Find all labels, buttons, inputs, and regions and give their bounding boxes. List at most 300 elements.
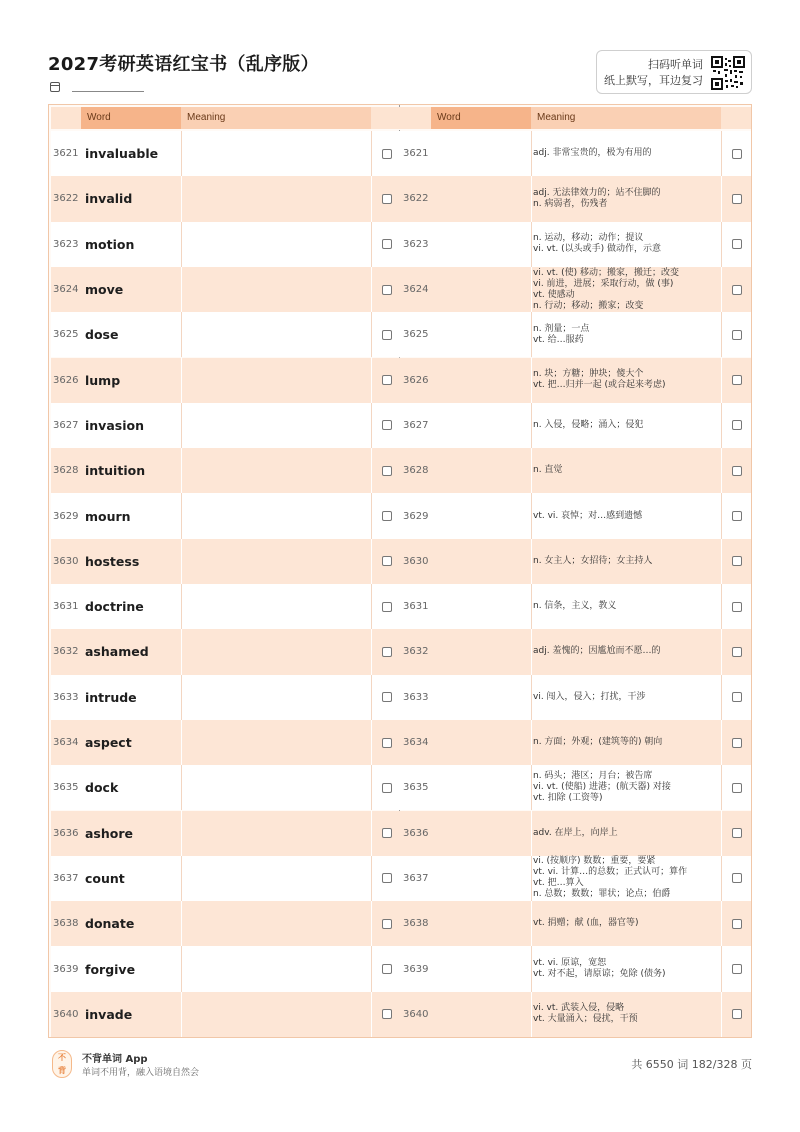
meaning-cell: adj. 羞愧的；因尴尬而不愿…的 — [533, 646, 661, 657]
row-checkbox[interactable] — [732, 511, 742, 521]
column-separator — [181, 267, 182, 312]
column-separator — [531, 312, 532, 357]
row-checkbox[interactable] — [732, 239, 742, 249]
checkbox-cell — [375, 992, 399, 1037]
column-separator — [181, 176, 182, 221]
word-cell: count — [85, 870, 125, 886]
word-blank-cell — [435, 267, 531, 312]
word-table — [48, 104, 752, 1038]
table-row — [401, 131, 751, 176]
row-checkbox[interactable] — [382, 692, 392, 702]
column-separator — [531, 403, 532, 448]
column-separator — [531, 629, 532, 674]
column-separator — [181, 946, 182, 991]
table-row — [401, 448, 751, 493]
meaning-blank-cell — [183, 946, 369, 991]
column-separator — [371, 222, 372, 267]
row-checkbox[interactable] — [382, 738, 392, 748]
table-row — [401, 222, 751, 267]
column-separator — [721, 493, 722, 538]
word-blank-cell — [435, 629, 531, 674]
meaning-cell: vi. vt. (使) 移动；搬家，搬迁；改变 vi. 前进，进展；采取行动，做 (事) vt. 使感动 n. 行动；移动；搬家；改变 — [533, 267, 680, 311]
table-row — [51, 222, 401, 267]
column-separator — [721, 992, 722, 1037]
table-row — [51, 811, 401, 856]
meaning-blank-cell — [183, 765, 369, 810]
column-separator — [371, 267, 372, 312]
checkbox-cell — [725, 856, 749, 901]
column-separator — [721, 901, 722, 946]
word-blank-cell — [435, 992, 531, 1037]
word-cell: forgive — [85, 961, 136, 977]
column-separator — [371, 811, 372, 856]
row-number: 3629 — [403, 510, 429, 522]
row-number: 3637 — [53, 872, 79, 884]
row-number: 3632 — [403, 646, 429, 658]
checkbox-cell — [375, 901, 399, 946]
row-checkbox[interactable] — [382, 1009, 392, 1019]
row-checkbox[interactable] — [732, 919, 742, 929]
row-checkbox[interactable] — [732, 783, 742, 793]
row-checkbox[interactable] — [382, 919, 392, 929]
column-separator — [531, 539, 532, 584]
word-cell: intuition — [85, 463, 146, 479]
checkbox-cell — [375, 584, 399, 629]
row-checkbox[interactable] — [732, 964, 742, 974]
app-logo-icon — [52, 1050, 72, 1078]
checkbox-cell — [725, 765, 749, 810]
checkbox-cell — [375, 358, 399, 403]
header-word: Word — [431, 107, 531, 129]
column-separator — [531, 675, 532, 720]
column-separator — [721, 584, 722, 629]
row-checkbox[interactable] — [382, 511, 392, 521]
row-number: 3640 — [53, 1008, 79, 1020]
row-number: 3631 — [53, 601, 79, 613]
qr-code-icon[interactable] — [711, 56, 745, 90]
table-row — [401, 901, 751, 946]
column-separator — [181, 720, 182, 765]
column-separator — [531, 946, 532, 991]
meaning-cell: n. 运动，移动；动作；提议 vi. vt. (以头或手) 做动作，示意 — [533, 233, 662, 255]
meaning-blank-cell — [183, 176, 369, 221]
table-row — [51, 131, 401, 176]
row-number: 3639 — [403, 963, 429, 975]
meaning-cell: vi. (按顺序) 数数；重要，要紧 vt. vi. 计算…的总数；正式认可；算作 vt. 把…算入 n. 总数；数数；罪状；论点；伯爵 — [533, 856, 688, 900]
row-checkbox[interactable] — [732, 556, 742, 566]
page-title: 2027考研英语红宝书（乱序版） — [48, 54, 319, 75]
column-separator — [721, 176, 722, 221]
table-row — [51, 312, 401, 357]
meaning-blank-cell — [183, 358, 369, 403]
word-blank-cell — [435, 584, 531, 629]
table-row — [401, 358, 751, 403]
meaning-blank-cell — [183, 403, 369, 448]
column-separator — [721, 765, 722, 810]
meaning-cell: n. 女主人；女招待；女主持人 — [533, 555, 653, 566]
checkbox-cell — [375, 312, 399, 357]
checkbox-cell — [725, 946, 749, 991]
qr-caption-line1: 扫码听单词 — [648, 58, 703, 71]
column-separator — [721, 856, 722, 901]
word-cell: invasion — [85, 417, 144, 433]
column-separator — [371, 448, 372, 493]
meaning-blank-cell — [183, 267, 369, 312]
table-row — [51, 584, 401, 629]
table-row — [401, 267, 751, 312]
column-separator — [531, 811, 532, 856]
meaning-cell: n. 码头；港区；月台；被告席 vi. vt. (使船) 进港；(航天器) 对接 vt. 扣除 (工资等) — [533, 771, 671, 804]
row-number: 3624 — [53, 284, 79, 296]
meaning-cell: adj. 无法律效力的；站不住脚的 n. 病弱者，伤残者 — [533, 187, 661, 209]
logo-char-bottom: 背 — [58, 1066, 66, 1075]
checkbox-cell — [725, 312, 749, 357]
column-separator — [721, 312, 722, 357]
meaning-blank-cell — [183, 493, 369, 538]
row-number: 3623 — [403, 238, 429, 250]
column-separator — [531, 222, 532, 267]
qr-caption — [604, 57, 703, 89]
row-checkbox[interactable] — [382, 375, 392, 385]
page-footer — [48, 1046, 752, 1082]
row-checkbox[interactable] — [382, 647, 392, 657]
column-separator — [721, 675, 722, 720]
column-separator — [181, 675, 182, 720]
checkbox-cell — [375, 539, 399, 584]
table-row — [401, 629, 751, 674]
row-checkbox[interactable] — [732, 466, 742, 476]
meaning-blank-cell — [183, 811, 369, 856]
meaning-cell: vi. vt. 武装入侵，侵略 vt. 大量涌入；侵扰，干预 — [533, 1003, 638, 1025]
word-blank-cell — [435, 811, 531, 856]
table-row — [51, 992, 401, 1037]
table-row — [401, 539, 751, 584]
column-separator — [531, 720, 532, 765]
row-checkbox[interactable] — [382, 873, 392, 883]
column-separator — [531, 176, 532, 221]
right-half-meaning-column — [401, 105, 751, 1037]
word-cell: ashore — [85, 825, 134, 841]
column-separator — [371, 358, 372, 403]
meaning-blank-cell — [183, 539, 369, 584]
row-number: 3621 — [53, 148, 79, 160]
column-separator — [181, 856, 182, 901]
word-cell: ashamed — [85, 644, 149, 660]
table-row — [51, 720, 401, 765]
row-checkbox[interactable] — [732, 647, 742, 657]
column-separator — [371, 403, 372, 448]
meaning-blank-cell — [183, 629, 369, 674]
row-number: 3622 — [403, 193, 429, 205]
table-row — [51, 448, 401, 493]
meaning-blank-cell — [183, 675, 369, 720]
checkbox-cell — [375, 493, 399, 538]
column-separator — [371, 584, 372, 629]
column-separator — [371, 856, 372, 901]
table-row — [401, 992, 751, 1037]
qr-panel[interactable] — [596, 50, 752, 94]
column-separator — [371, 946, 372, 991]
meaning-blank-cell — [183, 448, 369, 493]
row-number: 3623 — [53, 238, 79, 250]
row-checkbox[interactable] — [732, 873, 742, 883]
row-checkbox[interactable] — [732, 285, 742, 295]
column-separator — [531, 901, 532, 946]
word-cell: mourn — [85, 508, 131, 524]
row-checkbox[interactable] — [382, 194, 392, 204]
row-checkbox[interactable] — [382, 420, 392, 430]
checkbox-cell — [375, 222, 399, 267]
column-separator — [721, 222, 722, 267]
column-separator — [371, 176, 372, 221]
row-number: 3626 — [53, 374, 79, 386]
column-separator — [531, 992, 532, 1037]
word-cell: invade — [85, 1006, 133, 1022]
checkbox-cell — [375, 176, 399, 221]
header-meaning: Meaning — [531, 107, 721, 129]
word-blank-cell — [435, 312, 531, 357]
word-cell: lump — [85, 372, 121, 388]
row-number: 3621 — [403, 148, 429, 160]
column-separator — [721, 629, 722, 674]
row-checkbox[interactable] — [382, 828, 392, 838]
column-separator — [181, 403, 182, 448]
table-row — [401, 176, 751, 221]
word-cell: motion — [85, 236, 135, 252]
word-blank-cell — [435, 901, 531, 946]
row-checkbox[interactable] — [732, 194, 742, 204]
word-blank-cell — [435, 222, 531, 267]
row-number: 3629 — [53, 510, 79, 522]
meaning-blank-cell — [183, 222, 369, 267]
row-checkbox[interactable] — [382, 556, 392, 566]
meaning-cell: vt. vi. 哀悼；对…感到遗憾 — [533, 510, 643, 521]
checkbox-cell — [725, 992, 749, 1037]
meaning-cell: vt. 捐赠；献 (血，器官等) — [533, 918, 639, 929]
meaning-cell: vt. vi. 原谅，宽恕 vt. 对不起，请原谅；免除 (债务) — [533, 958, 666, 980]
column-separator — [531, 856, 532, 901]
row-checkbox[interactable] — [732, 330, 742, 340]
row-number: 3635 — [53, 782, 79, 794]
column-separator — [371, 992, 372, 1037]
row-checkbox[interactable] — [732, 828, 742, 838]
checkbox-cell — [725, 629, 749, 674]
meaning-cell: n. 块；方糖；肿块；傻大个 vt. 把…归并一起 (或合起来考虑) — [533, 369, 666, 391]
checkbox-cell — [725, 131, 749, 176]
table-row — [401, 856, 751, 901]
row-checkbox[interactable] — [382, 602, 392, 612]
word-cell: dose — [85, 327, 119, 343]
word-blank-cell — [435, 539, 531, 584]
meaning-blank-cell — [183, 312, 369, 357]
column-separator — [181, 222, 182, 267]
word-blank-cell — [435, 403, 531, 448]
row-checkbox[interactable] — [732, 692, 742, 702]
meaning-blank-cell — [183, 901, 369, 946]
meaning-cell: n. 入侵，侵略；涌入；侵犯 — [533, 419, 644, 430]
column-separator — [371, 720, 372, 765]
checkbox-cell — [725, 901, 749, 946]
header-meaning: Meaning — [181, 107, 371, 129]
meaning-cell: n. 剂量；一点 vt. 给…服药 — [533, 323, 590, 345]
page-header — [48, 48, 752, 98]
column-separator — [721, 403, 722, 448]
word-blank-cell — [435, 131, 531, 176]
table-row — [401, 403, 751, 448]
word-cell: invaluable — [85, 146, 159, 162]
row-checkbox[interactable] — [382, 466, 392, 476]
row-number: 3627 — [403, 419, 429, 431]
word-cell: aspect — [85, 735, 132, 751]
row-number: 3636 — [53, 827, 79, 839]
row-checkbox[interactable] — [382, 964, 392, 974]
date-blank-line — [72, 91, 144, 92]
column-separator — [531, 765, 532, 810]
table-header-right — [401, 107, 751, 129]
checkbox-cell — [375, 765, 399, 810]
row-number: 3632 — [53, 646, 79, 658]
column-separator — [181, 901, 182, 946]
meaning-cell: n. 直觉 — [533, 465, 563, 476]
column-separator — [371, 765, 372, 810]
column-separator — [181, 493, 182, 538]
word-cell: hostess — [85, 553, 140, 569]
column-separator — [721, 539, 722, 584]
date-row — [50, 80, 144, 94]
header-check-cell — [721, 107, 751, 129]
row-checkbox[interactable] — [382, 239, 392, 249]
checkbox-cell — [375, 448, 399, 493]
word-blank-cell — [435, 358, 531, 403]
table-row — [401, 946, 751, 991]
meaning-cell: adv. 在岸上，向岸上 — [533, 827, 618, 838]
column-separator — [371, 901, 372, 946]
checkbox-cell — [725, 493, 749, 538]
table-row — [51, 675, 401, 720]
checkbox-cell — [375, 856, 399, 901]
row-checkbox[interactable] — [732, 149, 742, 159]
checkbox-cell — [725, 403, 749, 448]
word-cell: intrude — [85, 689, 137, 705]
column-separator — [181, 584, 182, 629]
column-separator — [181, 992, 182, 1037]
column-separator — [181, 131, 182, 176]
meaning-cell: adj. 非常宝贵的，极为有用的 — [533, 148, 652, 159]
checkbox-cell — [375, 675, 399, 720]
table-row — [51, 539, 401, 584]
row-number: 3638 — [53, 918, 79, 930]
row-checkbox[interactable] — [382, 783, 392, 793]
checkbox-cell — [725, 675, 749, 720]
column-separator — [371, 675, 372, 720]
table-row — [51, 765, 401, 810]
row-number: 3636 — [403, 827, 429, 839]
column-separator — [721, 946, 722, 991]
table-row — [51, 856, 401, 901]
row-checkbox[interactable] — [382, 330, 392, 340]
qr-caption-line2: 纸上默写，耳边复习 — [604, 74, 703, 87]
row-checkbox[interactable] — [732, 420, 742, 430]
column-separator — [531, 584, 532, 629]
word-cell: invalid — [85, 191, 133, 207]
meaning-cell: n. 方面；外观；(建筑等的) 朝向 — [533, 737, 663, 748]
checkbox-cell — [725, 358, 749, 403]
row-number: 3624 — [403, 284, 429, 296]
word-cell: dock — [85, 780, 119, 796]
header-num-cell — [51, 107, 81, 129]
meaning-blank-cell — [183, 720, 369, 765]
table-header-left — [51, 107, 401, 129]
table-row — [401, 493, 751, 538]
column-separator — [531, 131, 532, 176]
word-blank-cell — [435, 448, 531, 493]
column-separator — [371, 539, 372, 584]
word-cell: doctrine — [85, 599, 144, 615]
table-row — [51, 358, 401, 403]
row-number: 3638 — [403, 918, 429, 930]
checkbox-cell — [375, 720, 399, 765]
checkbox-cell — [375, 811, 399, 856]
row-number: 3633 — [53, 691, 79, 703]
row-checkbox[interactable] — [732, 1009, 742, 1019]
row-number: 3625 — [403, 329, 429, 341]
column-separator — [371, 312, 372, 357]
column-separator — [371, 493, 372, 538]
column-separator — [181, 765, 182, 810]
page-info: 共 6550 词 182/328 页 — [631, 1058, 752, 1071]
column-separator — [721, 131, 722, 176]
word-blank-cell — [435, 720, 531, 765]
column-separator — [721, 811, 722, 856]
row-checkbox[interactable] — [732, 738, 742, 748]
row-checkbox[interactable] — [732, 375, 742, 385]
column-separator — [181, 539, 182, 584]
checkbox-cell — [375, 131, 399, 176]
column-separator — [181, 811, 182, 856]
table-row — [401, 675, 751, 720]
column-separator — [531, 358, 532, 403]
row-number: 3634 — [403, 737, 429, 749]
table-row — [51, 493, 401, 538]
header-num-cell — [401, 107, 431, 129]
word-blank-cell — [435, 493, 531, 538]
column-separator — [181, 448, 182, 493]
word-cell: donate — [85, 916, 135, 932]
column-separator — [531, 493, 532, 538]
row-checkbox[interactable] — [382, 285, 392, 295]
row-checkbox[interactable] — [382, 149, 392, 159]
word-blank-cell — [435, 176, 531, 221]
table-row — [51, 267, 401, 312]
header-check-cell — [371, 107, 401, 129]
table-row — [51, 946, 401, 991]
row-number: 3627 — [53, 419, 79, 431]
word-blank-cell — [435, 765, 531, 810]
meaning-blank-cell — [183, 584, 369, 629]
word-cell: move — [85, 282, 124, 298]
row-number: 3630 — [403, 555, 429, 567]
checkbox-cell — [725, 811, 749, 856]
table-row — [51, 403, 401, 448]
row-number: 3634 — [53, 737, 79, 749]
row-number: 3635 — [403, 782, 429, 794]
row-number: 3640 — [403, 1008, 429, 1020]
row-number: 3633 — [403, 691, 429, 703]
table-row — [401, 584, 751, 629]
left-half-word-column — [51, 105, 401, 1037]
table-row — [401, 720, 751, 765]
row-checkbox[interactable] — [732, 602, 742, 612]
